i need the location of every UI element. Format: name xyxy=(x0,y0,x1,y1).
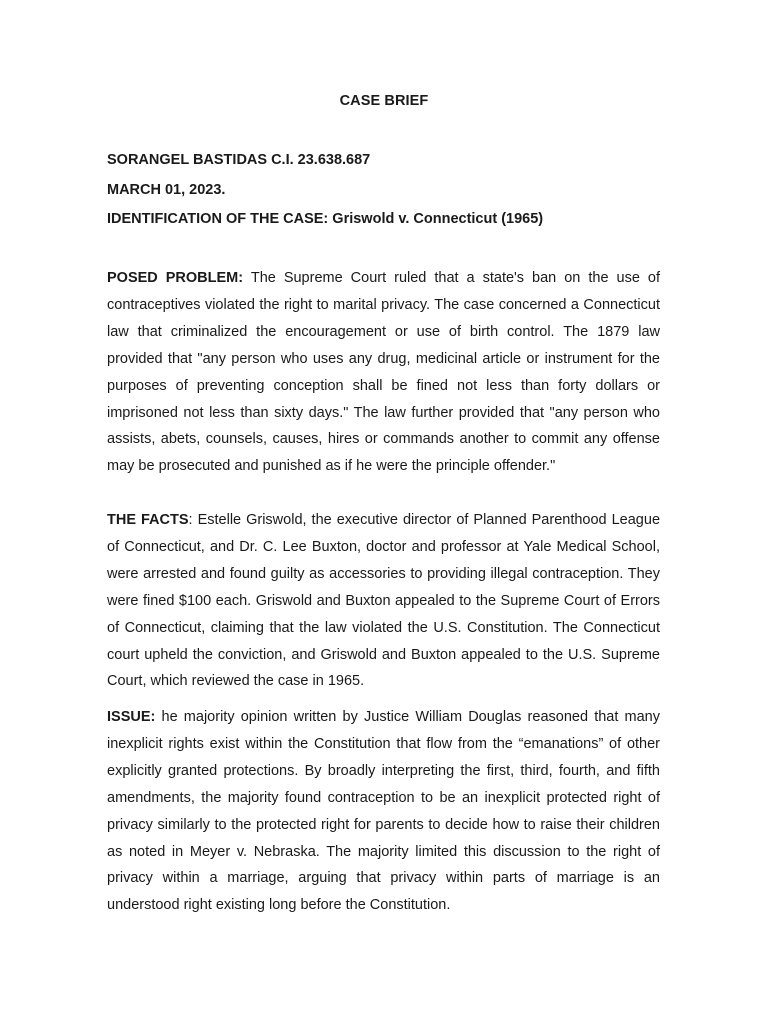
posed-problem-section xyxy=(107,265,660,480)
facts-text: : Estelle Griswold, the executive director of Planned Parenthood League of Connecticut, and Dr. C. Lee Buxton, doctor and professor at Yale Medical School, were arrested and found guilty as accessories to providing illegal contraception. They were fined $100 each. Griswold and Buxton appealed to the Supreme Court of Errors of Connecticut, claiming that the law violated the U.S. Constitution. The Connecticut court upheld the conviction, and Griswold and Buxton appealed to the U.S. Supreme Court, which reviewed the case in 1965. xyxy=(107,512,661,690)
issue-text: he majority opinion written by Justice William Douglas reasoned that many inexplicit rights exist within the Constitution that flow from the “emanations” of other explicitly granted protections. By broadly interpreting the first, third, fourth, and fifth amendments, the majority found contraception to be an inexplicit protected right of privacy similarly to the protected right for parents to decide how to raise their children as noted in Meyer v. Nebraska. The majority limited this discussion to the right of privacy within a marriage, arguing that privacy within parts of marriage is an understood right existing long before the Constitution. xyxy=(107,709,660,914)
case-identification-label: IDENTIFICATION OF THE CASE: xyxy=(107,211,329,227)
date-line: MARCH 01, 2023. xyxy=(107,182,226,198)
posed-problem-text: The Supreme Court ruled that a state's ban on the use of contraceptives violated the right to marital privacy. The case concerned a Connecticut law that criminalized the encouragement or use of birth control. The 1879 law provided that "any person who uses any drug, medicinal article or instrument for the purposes of preventing conception shall be fined not less than forty dollars or imprisoned not less than sixty days." The law further provided that "any person who assists, abets, counsels, causes, hires or commands another to commit any offense may be prosecuted and punished as if he were the principle offender." xyxy=(107,270,660,475)
issue-label: ISSUE: xyxy=(107,709,156,725)
author-line: SORANGEL BASTIDAS C.I. 23.638.687 xyxy=(107,152,371,168)
case-identification xyxy=(107,209,543,229)
posed-problem-label: POSED PROBLEM: xyxy=(107,270,244,286)
facts-section xyxy=(107,507,660,695)
case-identification-value: Griswold v. Connecticut (1965) xyxy=(332,211,544,227)
document-title: CASE BRIEF xyxy=(339,93,429,109)
facts-label: THE FACTS xyxy=(107,512,189,528)
issue-section xyxy=(107,704,660,919)
